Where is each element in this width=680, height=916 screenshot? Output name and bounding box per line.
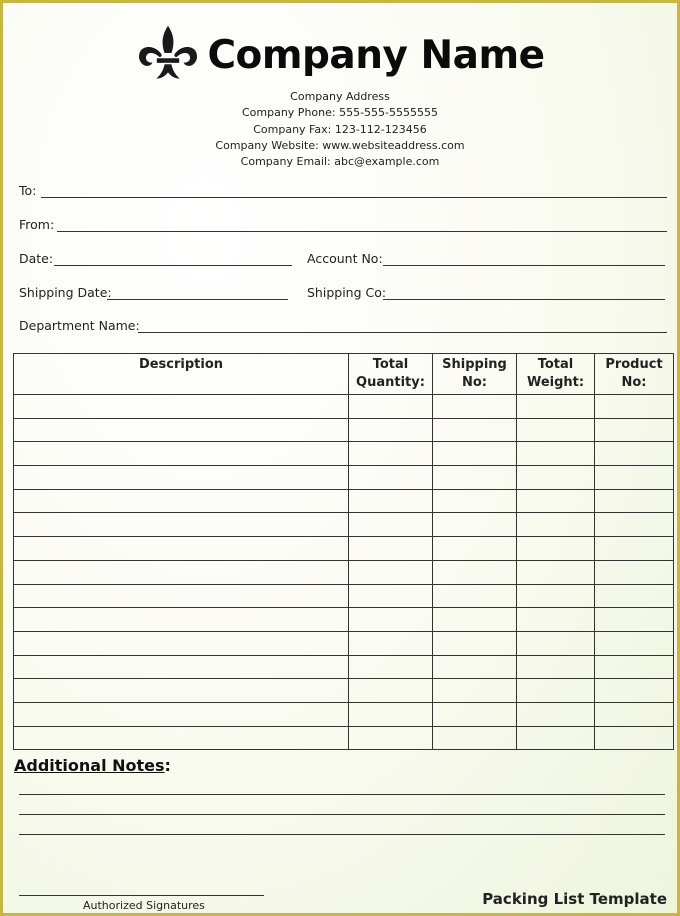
table-cell[interactable]: [595, 584, 674, 608]
company-header: [3, 21, 677, 170]
column-header-4: [595, 354, 674, 395]
column-header-0: [14, 354, 349, 395]
column-header-line1: Total: [372, 357, 409, 372]
table-cell[interactable]: [595, 560, 674, 584]
logo-row: [3, 21, 677, 89]
table-row: [14, 489, 674, 513]
notes-line-1[interactable]: [19, 794, 665, 795]
from-label: From:: [19, 217, 55, 232]
table-row: [14, 513, 674, 537]
table-cell[interactable]: [517, 418, 595, 442]
table-cell[interactable]: [349, 679, 433, 703]
date-label: Date:: [19, 251, 54, 266]
table-row: [14, 466, 674, 490]
column-header-line2: Weight:: [526, 375, 585, 390]
table-cell[interactable]: [349, 513, 433, 537]
table-cell[interactable]: [517, 584, 595, 608]
company-email: Company Email: abc@example.com: [240, 155, 440, 169]
packing-items-table: [13, 353, 674, 750]
table-cell[interactable]: [595, 631, 674, 655]
table-cell[interactable]: [14, 418, 349, 442]
shipping-co-field[interactable]: [383, 299, 665, 300]
table-cell[interactable]: [14, 584, 349, 608]
table-cell[interactable]: [595, 537, 674, 561]
column-header-line1: Shipping: [442, 357, 507, 372]
column-header-1: [349, 354, 433, 395]
table-cell[interactable]: [349, 442, 433, 466]
fleur-de-lis-icon: [135, 22, 201, 88]
table-cell[interactable]: [517, 395, 595, 419]
column-header-3: [517, 354, 595, 395]
table-cell[interactable]: [517, 631, 595, 655]
company-fax: Company Fax: 123-112-123456: [253, 122, 427, 136]
table-cell[interactable]: [595, 726, 674, 750]
table-cell[interactable]: [349, 655, 433, 679]
date-field[interactable]: [54, 265, 292, 266]
table-cell[interactable]: [517, 726, 595, 750]
to-field[interactable]: [41, 197, 667, 198]
company-address: Company Address: [290, 90, 390, 103]
table-cell[interactable]: [433, 679, 517, 703]
table-cell[interactable]: [349, 631, 433, 655]
table-cell[interactable]: [349, 608, 433, 632]
table-cell[interactable]: [517, 560, 595, 584]
table-cell[interactable]: [433, 418, 517, 442]
shipping-co-label: Shipping Co:: [307, 285, 387, 300]
table-cell[interactable]: [349, 584, 433, 608]
from-field[interactable]: [57, 231, 667, 232]
table-cell[interactable]: [349, 537, 433, 561]
table-row: [14, 608, 674, 632]
table-cell[interactable]: [517, 442, 595, 466]
additional-notes-title: [14, 756, 171, 775]
table-cell[interactable]: [595, 679, 674, 703]
table-cell[interactable]: [433, 537, 517, 561]
company-phone: Company Phone: 555-555-5555555: [241, 106, 439, 120]
table-cell[interactable]: [349, 560, 433, 584]
template-title: Packing List Template: [482, 890, 667, 908]
table-cell[interactable]: [433, 584, 517, 608]
table-cell[interactable]: [433, 395, 517, 419]
table-cell[interactable]: [433, 608, 517, 632]
table-cell[interactable]: [349, 466, 433, 490]
shipping-date-label: Shipping Date:: [19, 285, 112, 300]
column-header-line2: No:: [461, 375, 487, 390]
table-cell[interactable]: [14, 702, 349, 726]
table-row: [14, 631, 674, 655]
column-header-2: [433, 354, 517, 395]
company-name: Company Name: [207, 32, 545, 78]
additional-notes-colon: :: [164, 756, 171, 775]
table-cell[interactable]: [14, 466, 349, 490]
column-header-line1: Product: [605, 357, 663, 372]
table-cell[interactable]: [595, 702, 674, 726]
table-cell[interactable]: [14, 537, 349, 561]
table-cell[interactable]: [595, 513, 674, 537]
department-name-label: Department Name:: [19, 318, 140, 333]
to-label: To:: [19, 183, 37, 198]
table-cell[interactable]: [595, 466, 674, 490]
table-row: [14, 442, 674, 466]
table-cell[interactable]: [517, 513, 595, 537]
table-cell[interactable]: [433, 442, 517, 466]
table-cell[interactable]: [433, 631, 517, 655]
table-row: [14, 679, 674, 703]
table-cell[interactable]: [517, 655, 595, 679]
table-cell[interactable]: [517, 537, 595, 561]
notes-line-2[interactable]: [19, 814, 665, 815]
table-cell[interactable]: [14, 726, 349, 750]
table-cell[interactable]: [14, 631, 349, 655]
column-header-line2: Quantity:: [356, 375, 425, 390]
table-cell[interactable]: [595, 608, 674, 632]
table-cell[interactable]: [349, 418, 433, 442]
table-cell[interactable]: [517, 679, 595, 703]
table-cell[interactable]: [349, 726, 433, 750]
table-cell[interactable]: [349, 395, 433, 419]
company-website: Company Website: www.websiteaddress.com: [215, 138, 465, 152]
table-row: [14, 537, 674, 561]
table-row: [14, 726, 674, 750]
table-cell[interactable]: [595, 395, 674, 419]
table-body: [14, 395, 674, 750]
table-row: [14, 418, 674, 442]
shipping-date-field[interactable]: [107, 299, 288, 300]
authorized-signatures-label: Authorized Signatures: [83, 899, 205, 912]
table-cell[interactable]: [14, 395, 349, 419]
table-header-row: [14, 354, 674, 395]
column-header-line1: Total: [537, 357, 574, 372]
account-no-label: Account No:: [307, 251, 383, 266]
table-cell[interactable]: [14, 608, 349, 632]
table-cell[interactable]: [517, 466, 595, 490]
table-cell[interactable]: [14, 655, 349, 679]
table-cell[interactable]: [433, 726, 517, 750]
table-row: [14, 655, 674, 679]
column-header-line1: Description: [138, 357, 224, 372]
column-header-line2: No:: [621, 375, 647, 390]
table-cell[interactable]: [433, 655, 517, 679]
table-row: [14, 702, 674, 726]
table-cell[interactable]: [595, 442, 674, 466]
table-cell[interactable]: [14, 560, 349, 584]
table-cell[interactable]: [595, 655, 674, 679]
account-no-field[interactable]: [383, 265, 665, 266]
table-cell[interactable]: [433, 466, 517, 490]
table-cell[interactable]: [14, 679, 349, 703]
table-cell[interactable]: [517, 702, 595, 726]
table-cell[interactable]: [595, 489, 674, 513]
signature-line[interactable]: [19, 895, 264, 896]
table-row: [14, 560, 674, 584]
company-contact-block: [3, 89, 677, 170]
table-cell[interactable]: [433, 702, 517, 726]
table-cell[interactable]: [349, 702, 433, 726]
department-name-field[interactable]: [138, 332, 667, 333]
table-cell[interactable]: [595, 418, 674, 442]
table-cell[interactable]: [433, 513, 517, 537]
table-row: [14, 584, 674, 608]
notes-line-3[interactable]: [19, 834, 665, 835]
table-cell[interactable]: [14, 513, 349, 537]
table-cell[interactable]: [349, 489, 433, 513]
table-cell[interactable]: [14, 442, 349, 466]
additional-notes-title-text: Additional Notes: [14, 756, 165, 775]
table-cell[interactable]: [517, 489, 595, 513]
table-cell[interactable]: [517, 608, 595, 632]
table-cell[interactable]: [433, 489, 517, 513]
table-cell[interactable]: [14, 489, 349, 513]
table-cell[interactable]: [433, 560, 517, 584]
table-row: [14, 395, 674, 419]
